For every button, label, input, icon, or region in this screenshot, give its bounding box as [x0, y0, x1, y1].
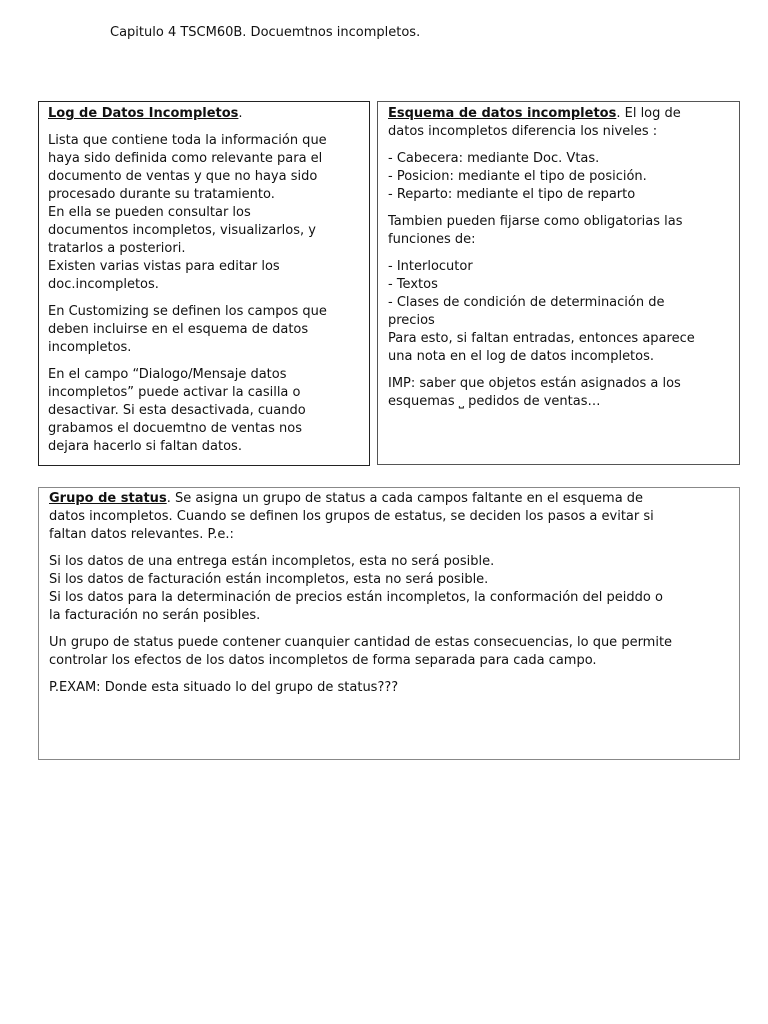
list-item: precios: [388, 313, 435, 328]
text-line: documento de ventas y que no haya sido: [48, 169, 318, 184]
text-line: Para esto, si faltan entradas, entonces aparece: [388, 331, 695, 346]
status-intro-paragraph: [49, 490, 729, 544]
schema-imp-paragraph: [388, 375, 731, 411]
text-line: datos incompletos. Cuando se definen los grupos de estatus, se deciden los pasos a evitar si: [49, 509, 654, 524]
log-paragraph-3: [48, 366, 360, 456]
text-line: Tambien pueden fijarse como obligatorias las: [388, 214, 683, 229]
text-line: dejara hacerlo si faltan datos.: [48, 439, 242, 454]
list-item: - Clases de condición de determinación de: [388, 295, 665, 310]
text-line: documentos incompletos, visualizarlos, y: [48, 223, 316, 238]
log-heading-paragraph: [48, 105, 360, 123]
log-heading-suffix: .: [238, 106, 243, 121]
schema-levels-list: [388, 150, 731, 204]
esquema-datos-incompletos-box: [377, 101, 740, 465]
text-line: incompletos.: [48, 340, 132, 355]
grupo-de-status-box: [38, 487, 740, 760]
page-title: Capitulo 4 TSCM60B. Docuemtnos incompletos.: [110, 25, 421, 40]
status-examples-paragraph: [49, 553, 729, 625]
text-line: En Customizing se definen los campos que: [48, 304, 327, 319]
text-line: doc.incompletos.: [48, 277, 159, 292]
schema-mandatory-paragraph: [388, 213, 731, 249]
text-line: esquemas ⎵ pedidos de ventas…: [388, 394, 601, 409]
text-line: P.EXAM: Donde esta situado lo del grupo de status???: [49, 680, 399, 695]
text-line: Lista que contiene toda la información que: [48, 133, 327, 148]
text-line: procesado durante su tratamiento.: [48, 187, 275, 202]
text-line: incompletos” puede activar la casilla o: [48, 385, 301, 400]
status-heading-suffix: . Se asigna un grupo de status a cada campos faltante en el esquema de: [166, 491, 644, 506]
text-line: tratarlos a posteriori.: [48, 241, 186, 256]
text-line: controlar los efectos de los datos incompletos de forma separada para cada campo.: [49, 653, 597, 668]
text-line: Un grupo de status puede contener cuanquier cantidad de estas consecuencias, lo que permite: [49, 635, 673, 650]
log-paragraph-1: [48, 132, 360, 294]
text-line: datos incompletos diferencia los niveles :: [388, 124, 658, 139]
schema-heading: Esquema de datos incompletos: [388, 106, 617, 121]
text-line: grabamos el docuemtno de ventas nos: [48, 421, 302, 436]
text-line: Si los datos de facturación están incompletos, esta no será posible.: [49, 572, 489, 587]
text-line: funciones de:: [388, 232, 476, 247]
text-line: haya sido definida como relevante para el: [48, 151, 323, 166]
text-line: faltan datos relevantes. P.e.:: [49, 527, 234, 542]
list-item: - Interlocutor: [388, 259, 473, 274]
text-line: En ella se pueden consultar los: [48, 205, 251, 220]
status-heading: Grupo de status: [49, 491, 167, 506]
text-line: Si los datos de una entrega están incompletos, esta no será posible.: [49, 554, 495, 569]
status-consequences-paragraph: [49, 634, 729, 670]
text-line: desactivar. Si esta desactivada, cuando: [48, 403, 306, 418]
text-line: una nota en el log de datos incompletos.: [388, 349, 655, 364]
text-line: Si los datos para la determinación de precios están incompletos, la conformación del peiddo o: [49, 590, 663, 605]
status-exam-question: [49, 679, 729, 697]
schema-functions-list: [388, 258, 731, 366]
schema-intro-paragraph: [388, 105, 731, 141]
text-line: En el campo “Dialogo/Mensaje datos: [48, 367, 287, 382]
list-item: - Posicion: mediante el tipo de posición.: [388, 169, 647, 184]
log-datos-incompletos-box: [38, 101, 370, 466]
list-item: - Cabecera: mediante Doc. Vtas.: [388, 151, 600, 166]
text-line: deben incluirse en el esquema de datos: [48, 322, 309, 337]
log-paragraph-2: [48, 303, 360, 357]
list-item: - Reparto: mediante el tipo de reparto: [388, 187, 636, 202]
schema-heading-suffix: . El log de: [616, 106, 681, 121]
text-line: la facturación no serán posibles.: [49, 608, 261, 623]
log-heading: Log de Datos Incompletos: [48, 106, 239, 121]
text-line: IMP: saber que objetos están asignados a los: [388, 376, 681, 391]
list-item: - Textos: [388, 277, 438, 292]
text-line: Existen varias vistas para editar los: [48, 259, 280, 274]
